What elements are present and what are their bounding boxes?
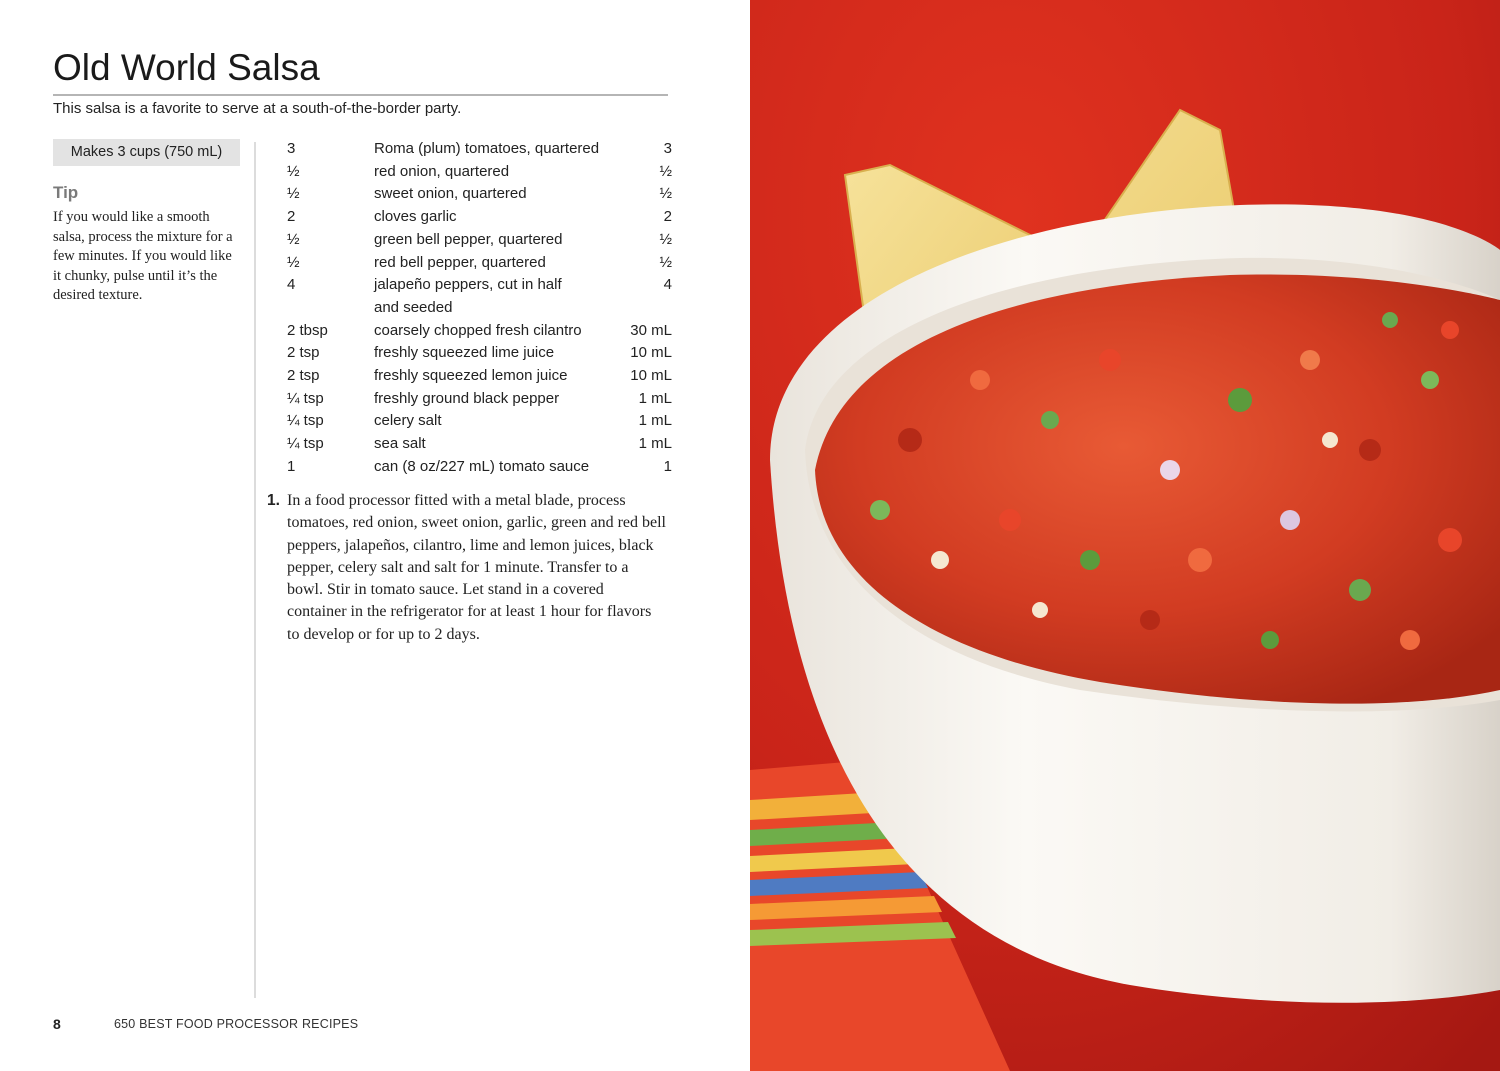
ingredient-qty: [287, 297, 374, 320]
ingredient-row: [287, 365, 672, 388]
ingredient-metric: 4: [663, 276, 672, 294]
ingredient-qty: ½: [287, 162, 300, 180]
ingredient-row: [287, 410, 672, 433]
ingredient-metric: 1 mL: [638, 412, 672, 430]
ingredient-row: [287, 206, 672, 229]
ingredient-qty: 2 tsp: [287, 344, 320, 362]
ingredient-qty: ¼ tsp: [287, 389, 324, 407]
salsa-photo: [750, 0, 1500, 1071]
ingredient-name: can (8 oz/227 mL) tomato sauce: [374, 457, 590, 475]
ingredient-qty: 2: [287, 208, 296, 226]
ingredient-name: jalapeño peppers, cut in half: [374, 276, 562, 294]
ingredient-name: freshly squeezed lime juice: [374, 344, 555, 362]
ingredient-list: [287, 138, 672, 479]
ingredient-row: [287, 433, 672, 456]
ingredient-qty: 2 tsp: [287, 367, 320, 385]
ingredient-qty: ½: [287, 185, 300, 203]
ingredient-qty: 2 tbsp: [287, 321, 328, 339]
ingredient-metric: ½: [659, 185, 672, 203]
ingredient-row: [287, 229, 672, 252]
ingredient-row: [287, 320, 672, 343]
ingredient-metric: [614, 297, 672, 320]
ingredient-qty: ¼ tsp: [287, 435, 324, 453]
ingredient-name: celery salt: [374, 412, 442, 430]
ingredient-name: coarsely chopped fresh cilantro: [374, 321, 582, 339]
running-head: 650 BEST FOOD PROCESSOR RECIPES: [114, 1017, 359, 1031]
step-number: 1.: [267, 492, 280, 509]
ingredient-name: red bell pepper, quartered: [374, 253, 546, 271]
ingredient-name: and seeded: [374, 298, 453, 316]
ingredient-qty: ½: [287, 253, 300, 271]
ingredient-qty: 3: [287, 140, 296, 157]
tip-heading: Tip: [53, 183, 79, 202]
ingredient-metric: ½: [659, 253, 672, 271]
ingredient-metric: 10 mL: [630, 344, 672, 362]
ingredient-row: [287, 252, 672, 275]
ingredient-name: cloves garlic: [374, 208, 457, 226]
ingredient-metric: 3: [663, 140, 672, 157]
ingredient-metric: 1 mL: [638, 435, 672, 453]
ingredient-metric: 1 mL: [638, 389, 672, 407]
ingredient-metric: 1: [663, 457, 672, 475]
ingredient-row: [287, 274, 672, 297]
yield-box: Makes 3 cups (750 mL): [53, 139, 240, 166]
method: [267, 490, 667, 646]
ingredient-qty: 4: [287, 276, 296, 294]
ingredient-name: Roma (plum) tomatoes, quartered: [374, 140, 600, 157]
ingredient-name: freshly squeezed lemon juice: [374, 367, 568, 385]
ingredient-name: sea salt: [374, 435, 426, 453]
ingredient-name: green bell pepper, quartered: [374, 230, 563, 248]
ingredient-metric: 10 mL: [630, 367, 672, 385]
ingredient-row: [287, 342, 672, 365]
ingredient-name: sweet onion, quartered: [374, 185, 527, 203]
ingredient-row: [287, 297, 672, 320]
ingredient-name: freshly ground black pepper: [374, 389, 560, 407]
salsa-bowl-image: [750, 0, 1500, 1071]
column-divider: [254, 142, 256, 998]
ingredient-metric: ½: [659, 230, 672, 248]
ingredient-row: [287, 456, 672, 479]
recipe-intro: This salsa is a favorite to serve at a south-of-the-border party.: [53, 100, 462, 117]
ingredient-qty: ½: [287, 230, 300, 248]
step-text: In a food processor fitted with a metal blade, process tomatoes, red onion, sweet onion, garlic, green and red bell peppers, jalapeños, cilantro, lime and lemon juices, black pepper, celery salt and salt for 1 minute. Transfer to a bowl. Stir in tomato sauce. Let stand in a covered container in the refrigerator for at least 1 hour for flavors to develop or for up to 2 days.: [287, 492, 666, 643]
ingredient-row: [287, 161, 672, 184]
ingredient-qty: 1: [287, 457, 296, 475]
recipe-title: Old World Salsa: [53, 44, 668, 96]
ingredient-metric: 2: [663, 208, 672, 226]
page-number: 8: [53, 1016, 61, 1032]
ingredient-row: [287, 138, 672, 161]
ingredient-qty: ¼ tsp: [287, 412, 324, 430]
ingredient-row: [287, 388, 672, 411]
ingredient-metric: ½: [659, 162, 672, 180]
ingredient-metric: 30 mL: [630, 321, 672, 339]
ingredient-row: [287, 183, 672, 206]
ingredient-name: red onion, quartered: [374, 162, 510, 180]
tip-text: If you would like a smooth salsa, process the mixture for a few minutes. If you would like it chunky, pulse until it’s the desired texture.: [53, 209, 233, 303]
